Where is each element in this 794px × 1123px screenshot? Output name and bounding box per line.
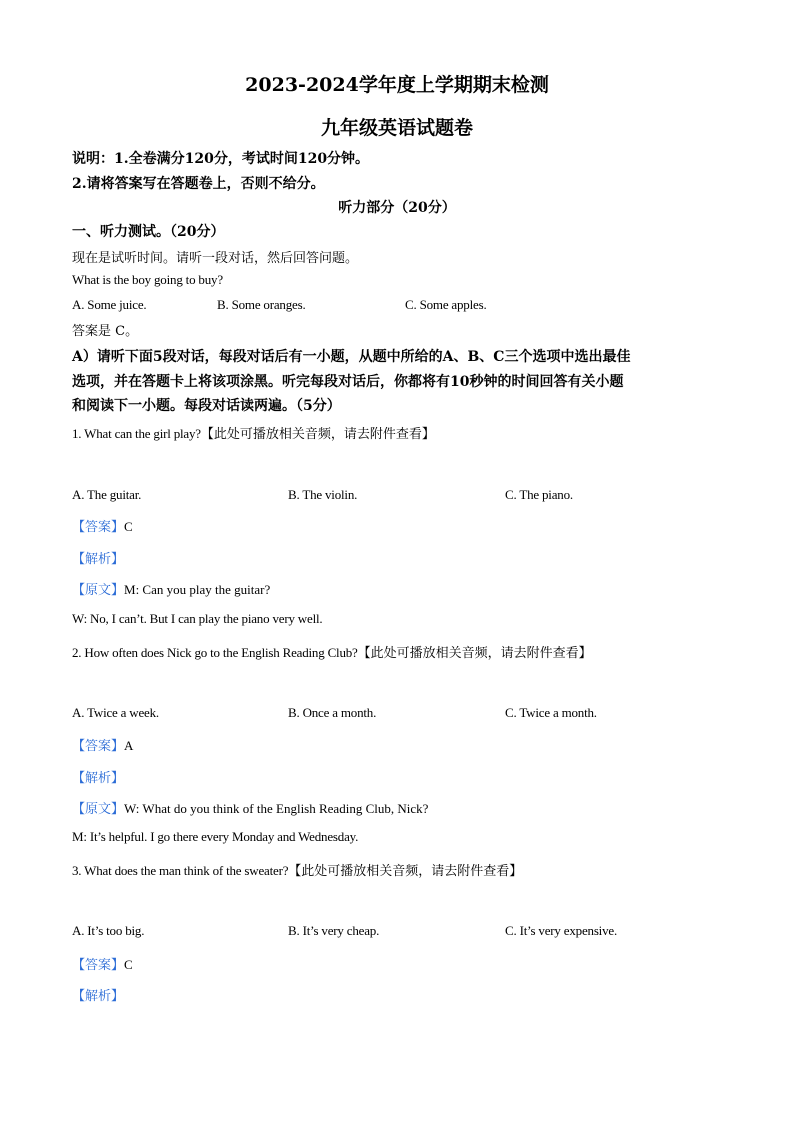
part-a-instruction-3: 和阅读下一小题。每段对话读两遍。（5分） bbox=[72, 398, 341, 414]
example-question: What is the boy going to buy? bbox=[72, 272, 223, 287]
question-2-script-1 bbox=[72, 798, 428, 817]
example-answer: 答案是 C。 bbox=[72, 324, 139, 339]
original-label: 【原文】 bbox=[72, 802, 125, 817]
question-3-analysis-label: 【解析】 bbox=[72, 989, 125, 1004]
question-2-answer bbox=[72, 735, 133, 754]
exam-subtitle: 九年级英语试题卷 bbox=[320, 117, 473, 139]
question-2-option-a: A. Twice a week. bbox=[72, 705, 159, 720]
answer-label: 【答案】 bbox=[72, 958, 125, 973]
answer-label: 【答案】 bbox=[72, 520, 125, 535]
exam-title: 2023-2024学年度上学期期末检测 bbox=[245, 74, 549, 96]
audio-note: 【此处可播放相关音频，请去附件查看】 bbox=[288, 864, 523, 879]
answer-label: 【答案】 bbox=[72, 739, 125, 754]
question-1-script-1 bbox=[72, 579, 270, 598]
part-a-instruction-2: 选项，并在答题卡上将该项涂黑。听完每段对话后，你都将有10秒钟的时间回答有关小题 bbox=[72, 374, 624, 390]
question-3-option-b: B. It’s very cheap. bbox=[288, 923, 380, 938]
question-text: 1. What can the girl play? bbox=[72, 426, 201, 441]
example-intro: 现在是试听时间。请听一段对话，然后回答问题。 bbox=[72, 251, 359, 266]
question-1-analysis-label: 【解析】 bbox=[72, 552, 125, 567]
audio-note: 【此处可播放相关音频，请去附件查看】 bbox=[200, 427, 435, 442]
question-1-answer bbox=[72, 516, 133, 535]
part-1-title: 一、听力测试。（20分） bbox=[72, 224, 225, 240]
answer-value: C bbox=[124, 519, 133, 534]
instruction-line-1: 说明：1.全卷满分120分，考试时间120分钟。 bbox=[72, 151, 370, 167]
question-2-option-c: C. Twice a month. bbox=[505, 705, 597, 720]
question-1-option-a: A. The guitar. bbox=[72, 487, 142, 502]
part-a-instruction-1: A）请听下面5段对话，每段对话后有一小题，从题中所给的A、B、C三个选项中选出最佳 bbox=[72, 349, 631, 365]
question-1-script-2: W: No, I can’t. But I can play the piano very well. bbox=[72, 611, 323, 626]
question-3-option-a: A. It’s too big. bbox=[72, 923, 145, 938]
question-text: 3. What does the man think of the sweater? bbox=[72, 863, 289, 878]
answer-value: A bbox=[124, 738, 134, 753]
question-1-option-b: B. The violin. bbox=[288, 487, 358, 502]
example-option-a: A. Some juice. bbox=[72, 297, 147, 312]
original-label: 【原文】 bbox=[72, 583, 125, 598]
question-text: 2. How often does Nick go to the English Reading Club? bbox=[72, 645, 358, 660]
question-2-analysis-label: 【解析】 bbox=[72, 771, 125, 786]
question-1-option-c: C. The piano. bbox=[505, 487, 573, 502]
instruction-line-2: 2.请将答案写在答题卷上，否则不给分。 bbox=[72, 176, 325, 192]
answer-value: C bbox=[124, 957, 133, 972]
question-3-option-c: C. It’s very expensive. bbox=[505, 923, 618, 938]
question-1-stem bbox=[72, 423, 435, 442]
script-line: M: Can you play the guitar? bbox=[124, 582, 271, 597]
question-3-answer bbox=[72, 954, 133, 973]
question-2-option-b: B. Once a month. bbox=[288, 705, 377, 720]
script-line: W: What do you think of the English Reading Club, Nick? bbox=[124, 801, 429, 816]
example-option-b: B. Some oranges. bbox=[217, 297, 306, 312]
question-3-stem bbox=[72, 860, 522, 879]
example-option-c: C. Some apples. bbox=[405, 297, 487, 312]
section-title: 听力部分（20分） bbox=[338, 200, 456, 216]
question-2-script-2: M: It’s helpful. I go there every Monday and Wednesday. bbox=[72, 829, 359, 844]
question-2-stem bbox=[72, 642, 592, 661]
audio-note: 【此处可播放相关音频，请去附件查看】 bbox=[357, 646, 592, 661]
